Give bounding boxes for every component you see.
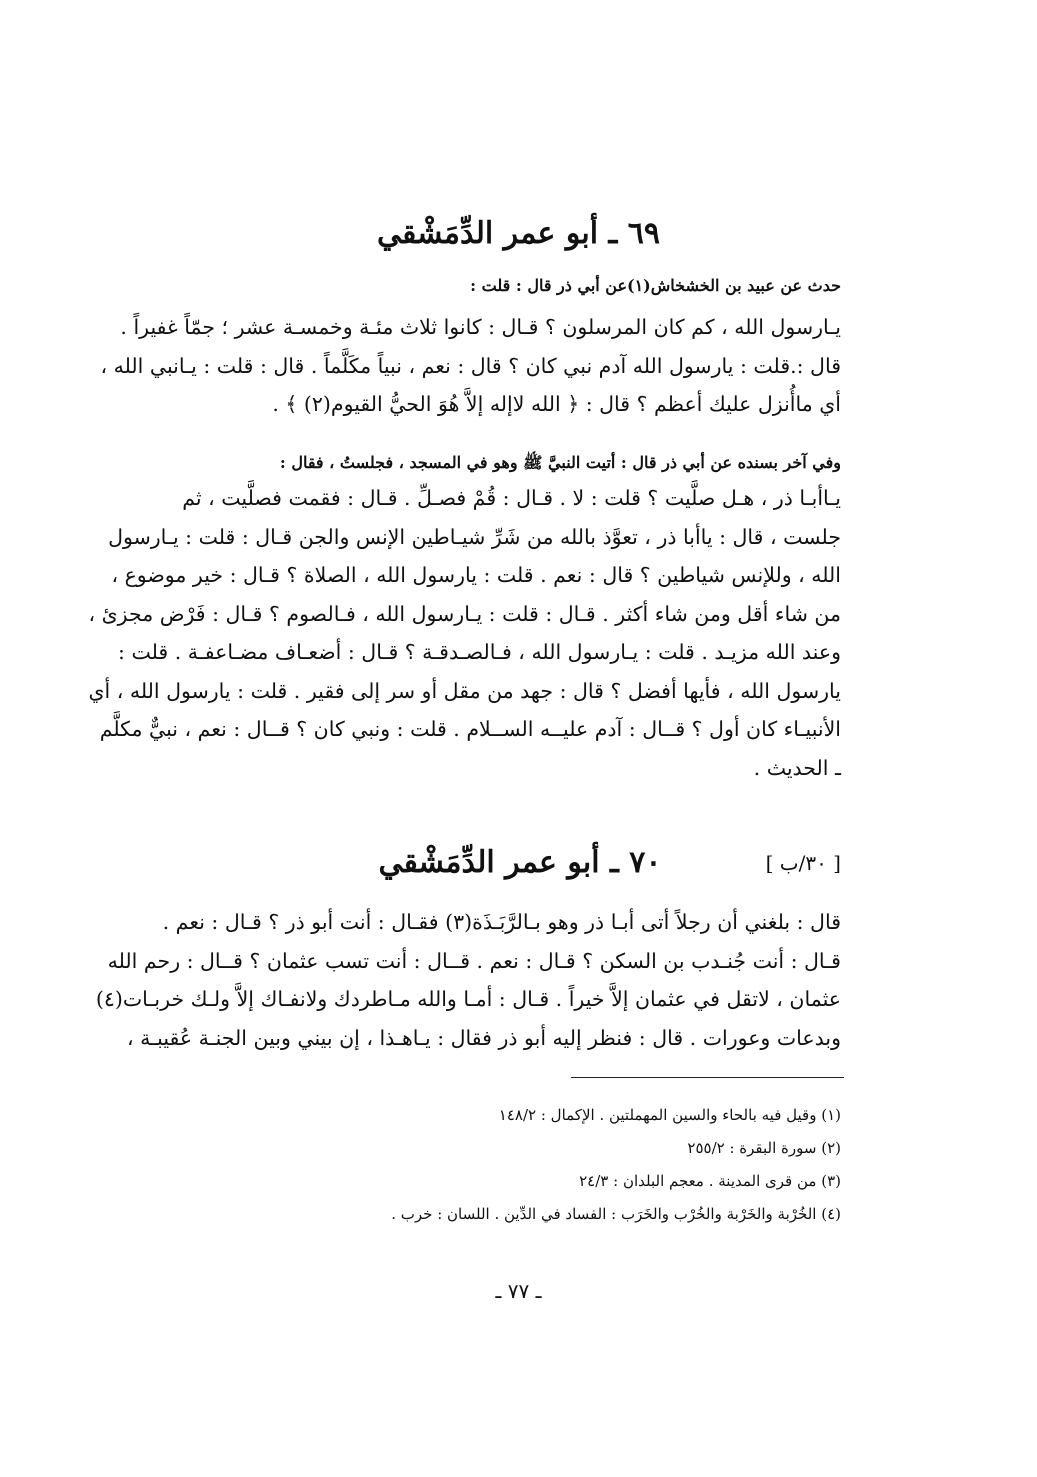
isnad-intro-2: وفي آخر بسنده عن أبي ذر قال : أتيت النبيَّ ﷺ وهو في المسجد ، فجلستُ ، فقال : [279,453,841,472]
text-line: يـاأبـا ذر ، هـل صلَّيت ؟ قلت : لا . قـال : قُمْ فصـلِّ . قـال : فقمت فصلَّيت ، ثم [182,486,841,510]
section-heading-69: ٦٩ ـ أبو عمر الدِّمَشْقي [376,216,660,251]
footnote: (٣) من قرى المدينة . معجم البلدان : ٢٤/٣ [579,1172,841,1190]
text-line: أي ماأُنزل عليك أعظم ؟ قال : ﴿ الله لاإله إلاَّ هُوَ الحيُّ القيوم(٢) ﴾ . [272,392,841,416]
text-line: وعند الله مزيـد . قلت : يـارسول الله ، فـالصـدقـة ؟ قـال : أضعـاف مضـاعفـة . قلت : [118,640,841,664]
text-line: الله ، وللإنس شياطين ؟ قال : نعم . قلت : يارسول الله ، الصلاة ؟ قـال : خير موضوع ، [111,563,841,587]
text-line: الأنبيـاء كان أول ؟ قــال : آدم عليــه الســلام . قلت : ونبي كان ؟ قــال : نعم ، نبيٌّ مكلَّم [99,717,841,741]
text-line: يـارسول الله ، كم كان المرسلون ؟ قـال : كانوا ثلاث مئـة وخمسـة عشر ؛ جمّاً غفيراً . [120,315,841,339]
isnad-intro-1: حدث عن عبيد بن الخشخاش(١)عن أبي ذر قال : قلت : [470,276,841,295]
text-line: ـ الحديث . [753,755,841,780]
text-line: وبدعات وعورات . قال : فنظر إليه أبو ذر فقال : يـاهـذا ، إن بيني وبين الجنـة عُقيبـة ، [127,1025,841,1050]
section-heading-70: ٧٠ ـ أبو عمر الدِّمَشْقي [378,845,662,880]
footnote-separator [571,1077,844,1078]
text-line: قال :.قلت : يارسول الله آدم نبي كان ؟ قال : نعم ، نبياً مكَلَّماً . قال : قلت : يـانبي الله ، [100,353,841,378]
section-heading-row-70 [0,843,1037,883]
text-line: من شاء أقل ومن شاء أكثر . قـال : قلت : يـارسول الله ، فـالصوم ؟ قـال : فَرْض مجزئ ، [88,601,841,626]
footnote: (٢) سورة البقرة : ٢٥٥/٢ [687,1139,841,1157]
paragraph-2 [88,479,841,787]
footnote: (٤) الخُرْبة والخَرْبة والخُرْب والخَرَب : الفساد في الدِّين . اللسان : خرب . [391,1205,841,1223]
footnotes [185,1099,841,1231]
footnote: (١) وقيل فيه بالحاء والسين المهملتين . الإكمال : ١٤٨/٢ [498,1106,841,1124]
text-line: جلست ، قال : ياأبا ذر ، تعوَّذ بالله من شَرِّ شيـاطين الإنس والجن قـال : قلت : يـارسول [108,524,841,549]
text-line: قـال : أنت جُنـدب بن السكن ؟ قـال : نعم . قــال : أنت تسب عثمان ؟ قــال : رحم الله [107,948,841,973]
text-line: قال : بلغني أن رجلاً أتى أبـا ذر وهو بـالرَّبَـذَة(٣) فقـال : أنت أبو ذر ؟ قـال : نعم . [162,910,841,934]
paragraph-3 [95,903,841,1057]
manuscript-folio-ref: [ ٣٠/ب ] [765,851,841,875]
paragraph-1 [100,308,841,424]
page-number: ـ ٧٧ ـ [495,1279,542,1303]
text-line: يارسول الله ، فأيها أفضل ؟ قال : جهد من مقل أو سر إلى فقير . قلت : يارسول الله ، أي [88,678,841,703]
text-line: عثمان ، لاتقل في عثمان إلاَّ خيراً . قـال : أمـا والله مـاطردك ولانفـاك إلاَّ ولـك خربـات(٤) [95,987,841,1011]
